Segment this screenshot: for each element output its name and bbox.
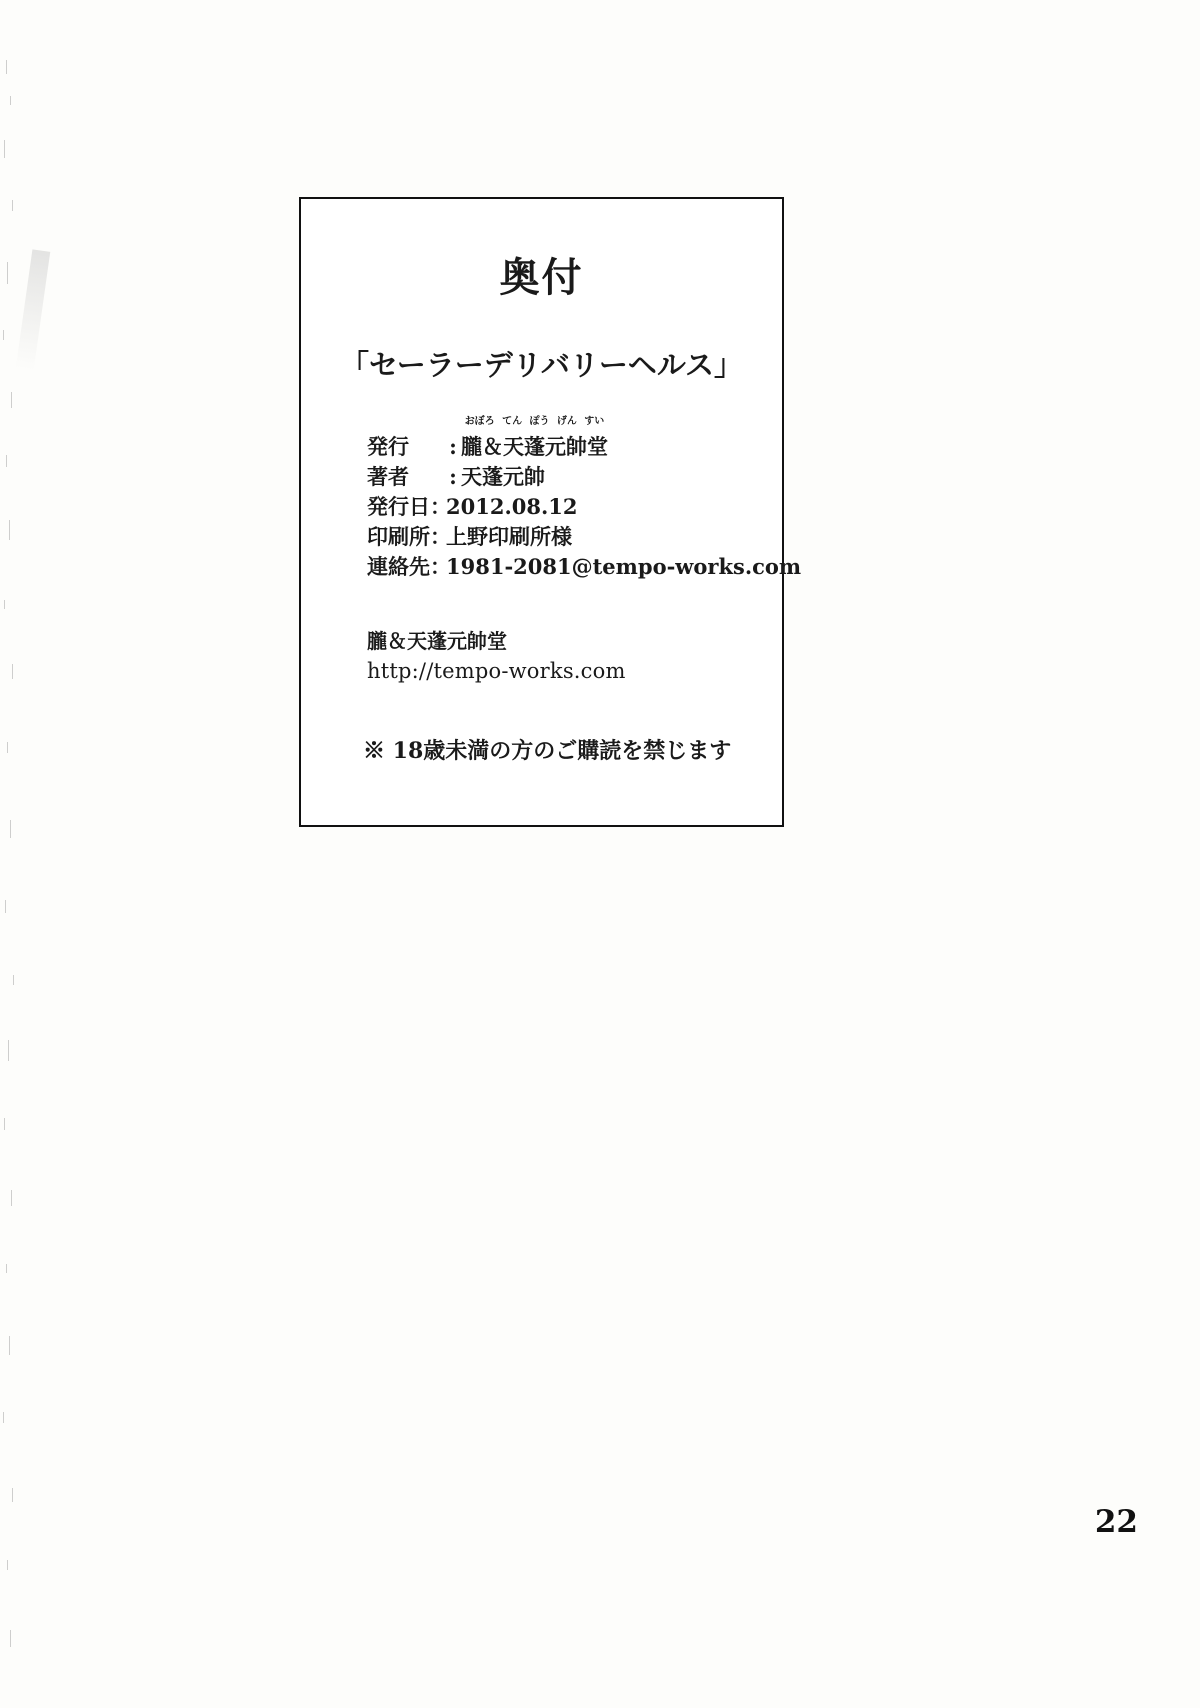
work-title: 「セーラーデリバリーヘルス」 <box>339 348 744 382</box>
publisher-value-with-ruby <box>461 416 608 462</box>
info-label: 著者 <box>367 464 409 490</box>
info-separator: : <box>449 434 457 459</box>
circle-block <box>367 626 782 688</box>
info-label: 発行 <box>367 434 409 459</box>
info-value: 朧＆天蓬元帥堂 <box>461 434 608 459</box>
info-value: 上野印刷所様 <box>446 524 572 550</box>
contact-email: 1981-2081@tempo-works.com <box>446 554 802 580</box>
page-number: 22 <box>1094 1504 1138 1540</box>
info-label: 発行日 <box>367 494 430 520</box>
circle-url: http://tempo-works.com <box>367 659 626 684</box>
info-separator: ： <box>430 554 451 580</box>
age-restriction-notice: ※ 18歳未満の方のご購読を禁じます <box>363 737 732 764</box>
info-row-publisher <box>367 416 782 462</box>
ruby-char-5: すい <box>584 416 605 427</box>
colophon-box <box>299 197 802 827</box>
info-row-date <box>367 492 782 522</box>
info-value: 天蓬元帥 <box>461 464 545 490</box>
info-label: 印刷所 <box>367 524 430 550</box>
page-title: 奥付 <box>499 254 584 301</box>
ruby-char-2: てん <box>502 416 523 427</box>
info-separator: : <box>449 464 457 490</box>
info-separator: ： <box>430 494 451 520</box>
publication-info-list <box>367 416 802 582</box>
ruby-char-1: おぼろ <box>464 416 495 427</box>
info-label: 連絡先 <box>367 554 430 580</box>
ruby-char-3: ぽう <box>529 416 550 427</box>
info-value: 2012.08.12 <box>446 494 578 520</box>
info-row-printer <box>367 522 782 552</box>
ruby-char-4: げん <box>556 416 577 427</box>
info-separator: ： <box>430 524 451 550</box>
circle-name: 朧＆天蓬元帥堂 <box>367 629 507 654</box>
info-row-author <box>367 462 782 492</box>
info-row-contact <box>367 552 802 582</box>
ruby-annotation <box>461 417 608 427</box>
